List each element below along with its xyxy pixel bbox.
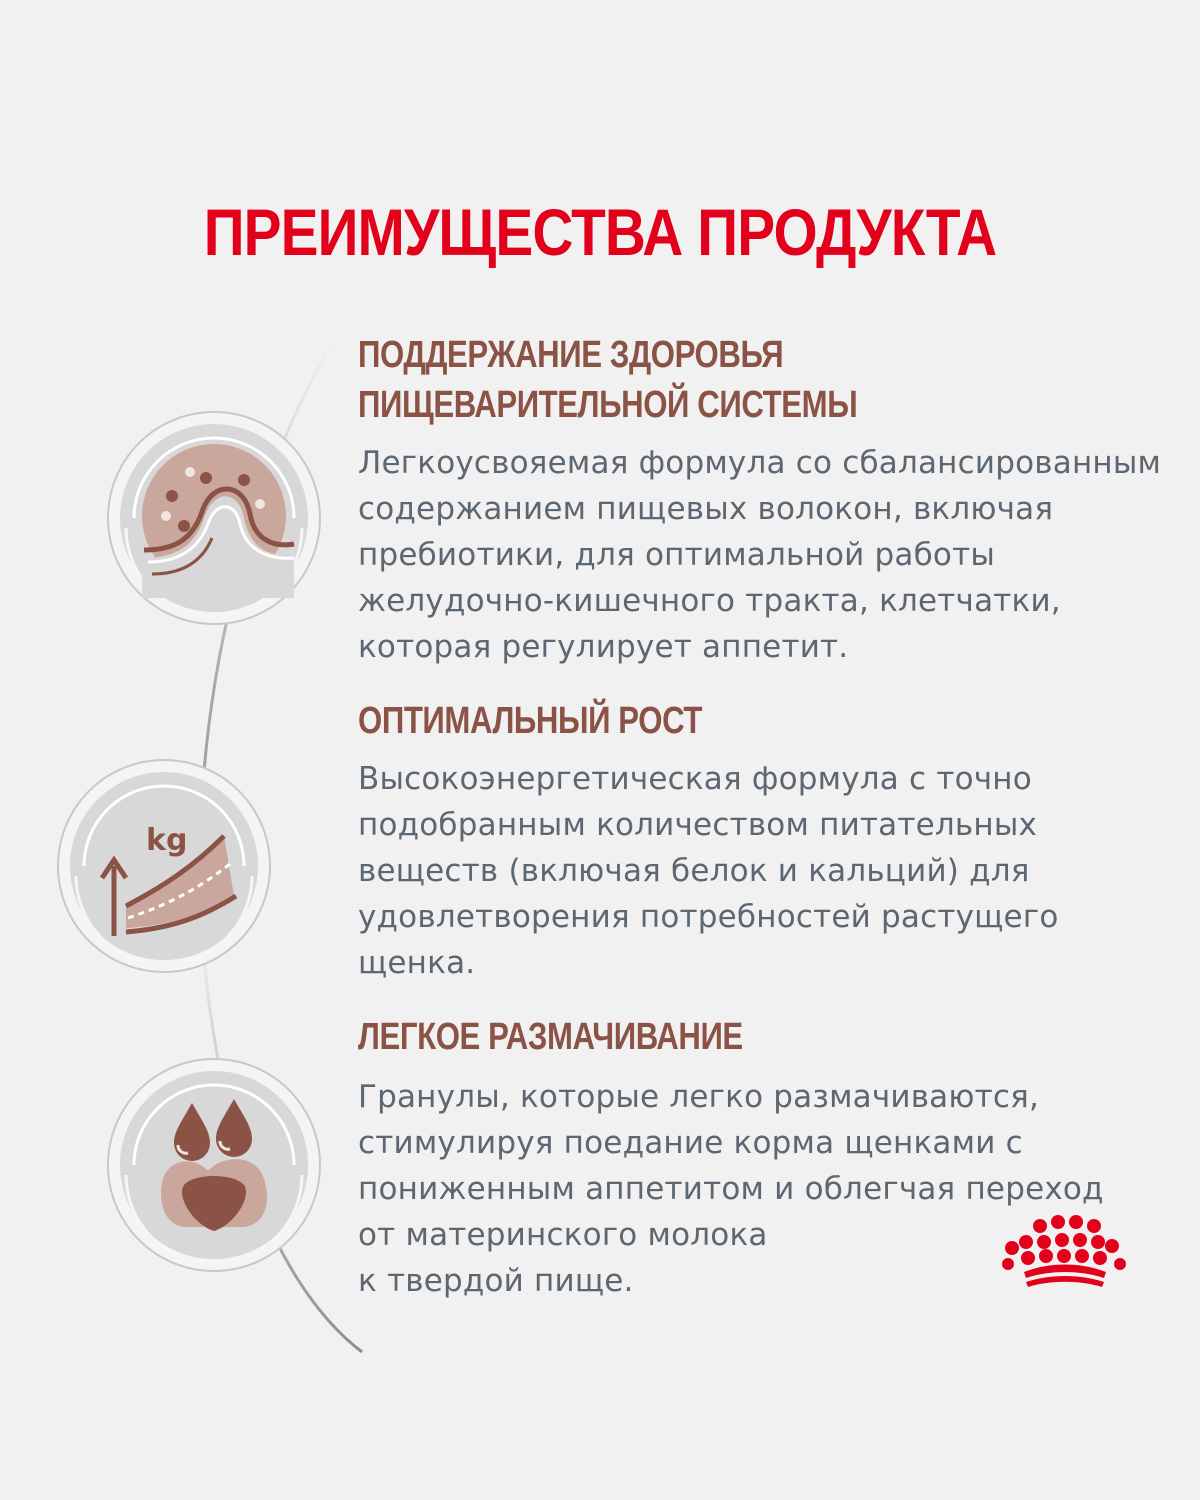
easy-rehydration-icon bbox=[104, 1055, 324, 1275]
kg-label: kg bbox=[146, 823, 188, 858]
royal-canin-crown-icon bbox=[1000, 1212, 1130, 1302]
digestive-health-icon bbox=[104, 408, 324, 628]
page-title: ПРЕИМУЩЕСТВА ПРОДУКТА bbox=[203, 195, 997, 269]
optimal-growth-kg-icon bbox=[54, 756, 274, 976]
benefit-text-digestive: Легкоусвояемая формула со сбалансированным содержанием пищевых волокон, включая пребиотики, для оптимальной работы желудочно-кишечного тракта, клетчатки, которая регулирует аппетит. bbox=[358, 445, 1162, 665]
benefit-title-digestive: ПОДДЕРЖАНИЕ ЗДОРОВЬЯ ПИЩЕВАРИТЕЛЬНОЙ СИСТЕМЫ bbox=[358, 334, 858, 426]
benefit-title-growth: ОПТИМАЛЬНЫЙ РОСТ bbox=[358, 700, 703, 742]
benefit-title-rehydration: ЛЕГКОЕ РАЗМАЧИВАНИЕ bbox=[358, 1016, 743, 1058]
benefit-text-rehydration: Гранулы, которые легко размачиваются, стимулируя поедание корма щенками с пониженным аппетитом и облегчая переход от материнского молока к твердой пище. bbox=[358, 1079, 1104, 1299]
benefit-text-growth: Высокоэнергетическая формула с точно подобранным количеством питательных веществ (включая белок и кальций) для удовлетворения потребностей растущего щенка. bbox=[358, 761, 1059, 981]
